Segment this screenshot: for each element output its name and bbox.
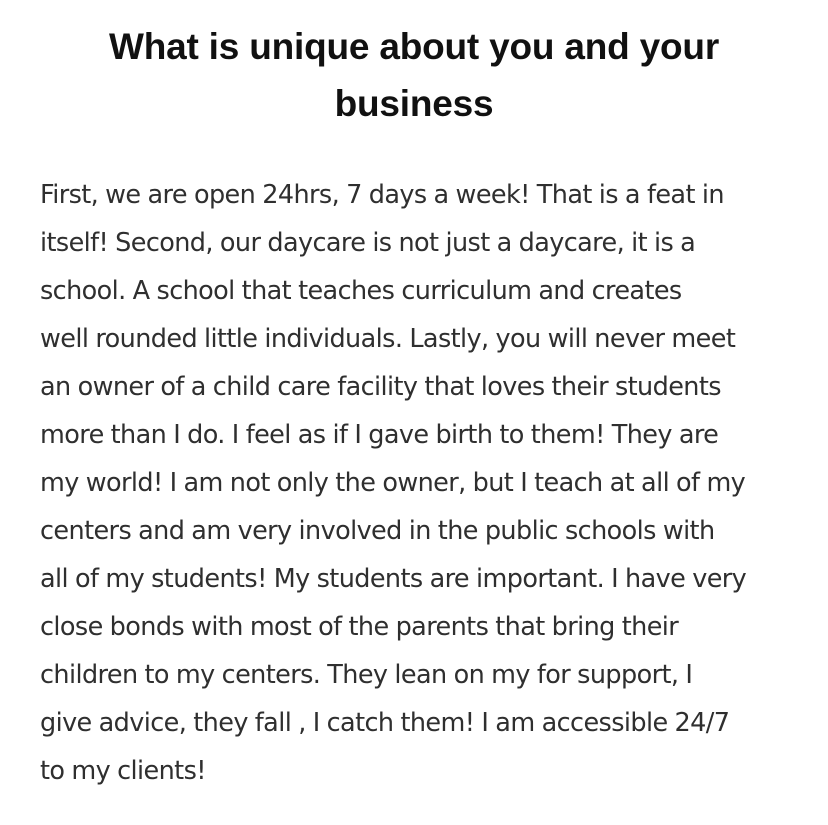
body-line: centers and am very involved in the public schools with [40, 516, 715, 546]
body-line: itself! Second, our daycare is not just a daycare, it is a [40, 228, 696, 258]
body-line: more than I do. I feel as if I gave birth to them! They are [40, 420, 719, 450]
body-line: First, we are open 24hrs, 7 days a week! That is a feat in [40, 180, 724, 210]
body-line: give advice, they fall , I catch them! I am accessible 24/7 [40, 708, 730, 738]
body-line: to my clients! [40, 756, 206, 786]
body-line: an owner of a child care facility that loves their students [40, 372, 721, 402]
body-line: my world! I am not only the owner, but I teach at all of my [40, 468, 746, 498]
section-heading: What is unique about you and your business [108, 26, 720, 124]
body-line: school. A school that teaches curriculum and creates [40, 276, 682, 306]
body-line: well rounded little individuals. Lastly, you will never meet [40, 324, 736, 354]
body-line: close bonds with most of the parents that bring their [40, 612, 679, 642]
section-body-text [40, 171, 800, 795]
body-line: all of my students! My students are important. I have very [40, 564, 747, 594]
body-line: children to my centers. They lean on my for support, I [40, 660, 693, 690]
